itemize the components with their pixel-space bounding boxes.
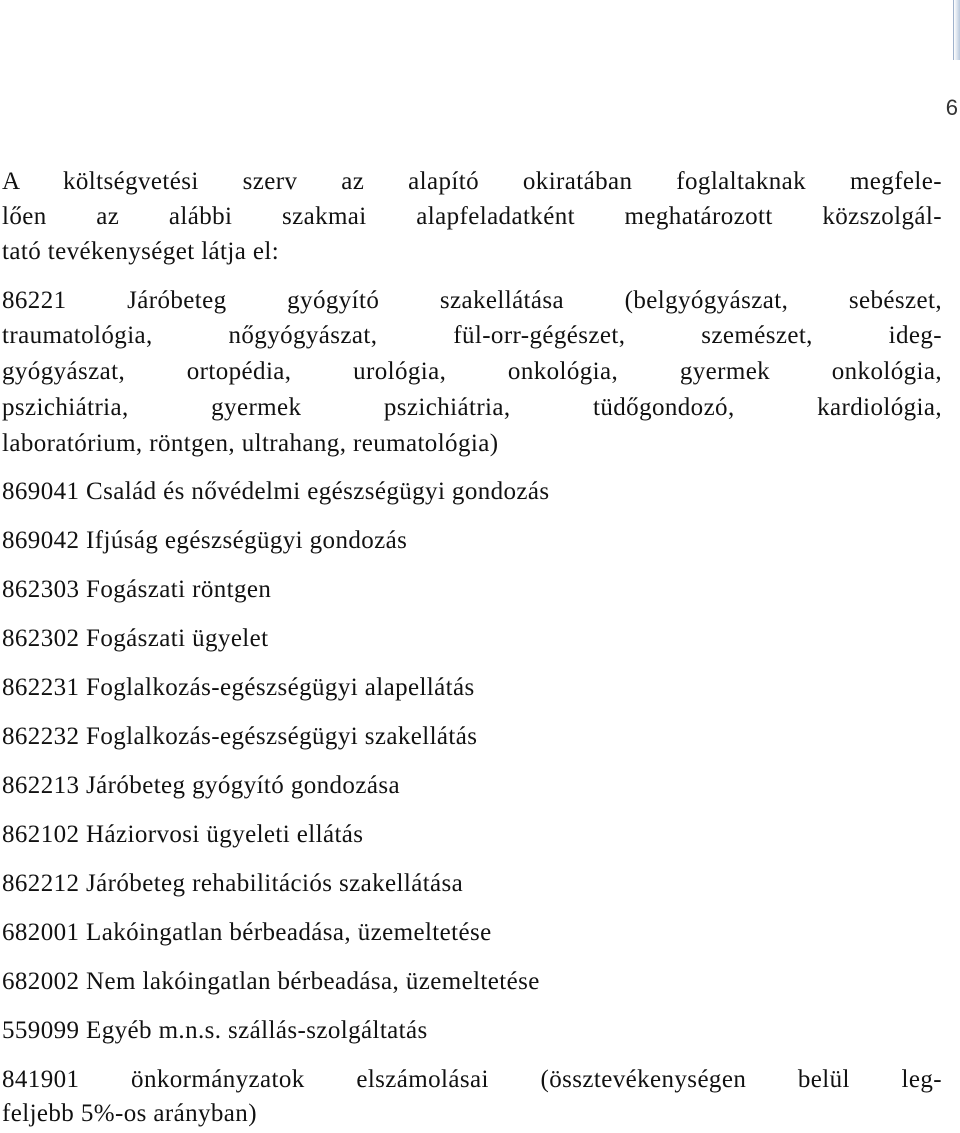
page-number: 6 bbox=[945, 95, 958, 120]
page-edge-decoration bbox=[953, 0, 960, 60]
activity-841901-line: 841901 önkormányzatok elszámolásai (össztevékenységen belül leg- bbox=[2, 1066, 942, 1093]
activity-86221-line: pszichiátria, gyermek pszichiátria, tüdőgondozó, kardiológia, bbox=[2, 394, 942, 421]
activity-item: 862212 Járóbeteg rehabilitációs szakellátása bbox=[2, 870, 464, 897]
activity-item: 862303 Fogászati röntgen bbox=[2, 576, 272, 603]
activity-item: 869041 Család és nővédelmi egészségügyi gondozás bbox=[2, 478, 550, 505]
activity-item: 862302 Fogászati ügyelet bbox=[2, 625, 269, 652]
activity-item: 559099 Egyéb m.n.s. szállás-szolgáltatás bbox=[2, 1017, 428, 1044]
activity-86221-line: gyógyászat, ortopédia, urológia, onkológia, gyermek onkológia, bbox=[2, 358, 942, 385]
intro-line: tató tevékenységet látja el: bbox=[2, 238, 280, 265]
activity-item: 862213 Járóbeteg gyógyító gondozása bbox=[2, 772, 400, 799]
activity-86221-line: 86221 Járóbeteg gyógyító szakellátása (belgyógyászat, sebészet, bbox=[2, 287, 942, 314]
activity-item: 862232 Foglalkozás-egészségügyi szakellátás bbox=[2, 723, 478, 750]
activity-item: 869042 Ifjúság egészségügyi gondozás bbox=[2, 527, 408, 554]
intro-line: A költségvetési szerv az alapító okiratában foglaltaknak megfele- bbox=[2, 168, 942, 195]
activity-item: 682002 Nem lakóingatlan bérbeadása, üzemeltetése bbox=[2, 968, 540, 995]
activity-item: 862102 Háziorvosi ügyeleti ellátás bbox=[2, 821, 364, 848]
activity-841901-line: feljebb 5%-os arányban) bbox=[2, 1100, 257, 1127]
activity-item: 862231 Foglalkozás-egészségügyi alapellátás bbox=[2, 674, 475, 701]
activity-86221-line: laboratórium, röntgen, ultrahang, reumatológia) bbox=[2, 430, 499, 457]
activity-item: 682001 Lakóingatlan bérbeadása, üzemeltetése bbox=[2, 919, 492, 946]
intro-line: lően az alábbi szakmai alapfeladatként meghatározott közszolgál- bbox=[2, 203, 942, 230]
activity-86221-line: traumatológia, nőgyógyászat, fül-orr-gégészet, szemészet, ideg- bbox=[2, 322, 942, 349]
